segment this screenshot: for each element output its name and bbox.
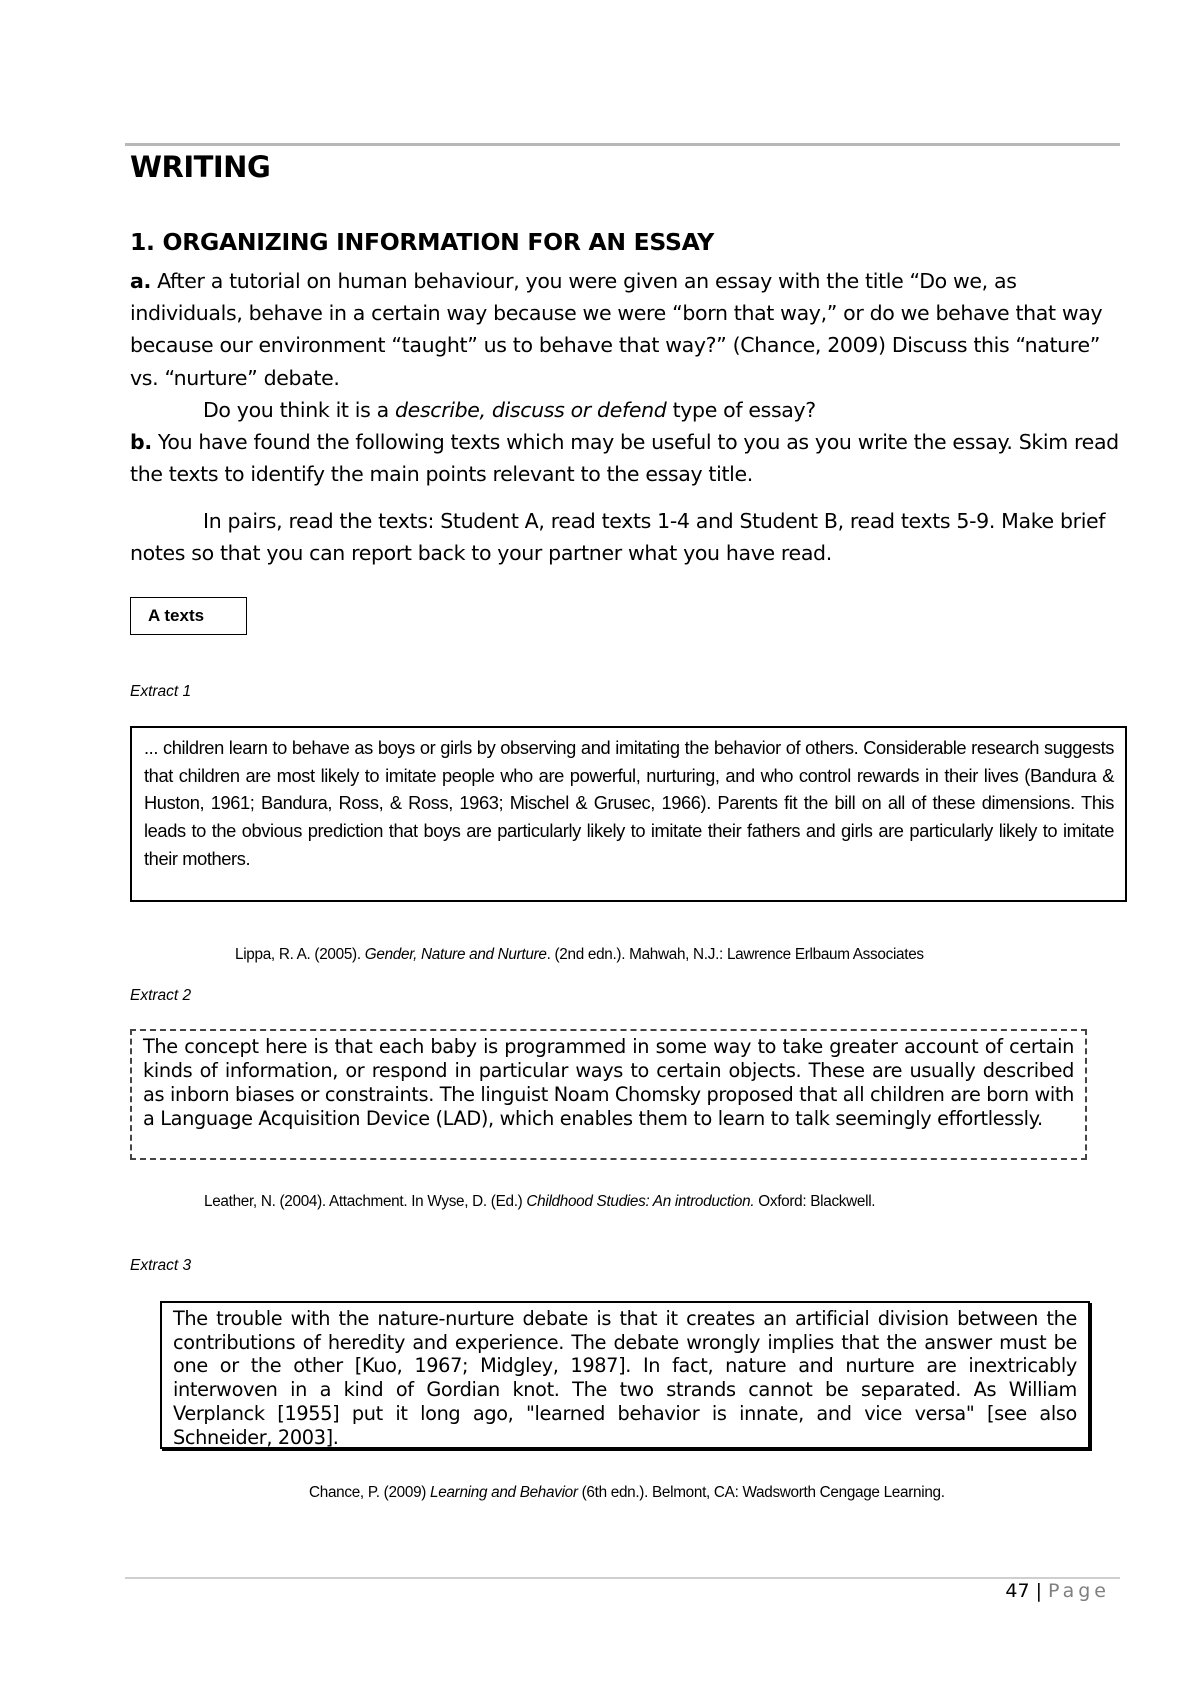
- part-a-marker: a.: [130, 269, 151, 293]
- extract-2-citation: [204, 1193, 875, 1211]
- citation-3-title: Learning and Behavior: [430, 1484, 578, 1501]
- citation-2-title: Childhood Studies: An introduction.: [526, 1193, 755, 1210]
- page-number: 47: [1005, 1580, 1030, 1602]
- essay-type-question: [203, 398, 816, 422]
- instructions-paragraph: [130, 265, 1120, 490]
- citation-1-author: Lippa, R. A. (2005).: [235, 946, 365, 963]
- page-title: WRITING: [130, 150, 271, 184]
- citation-2-author: Leather, N. (2004). Attachment. In Wyse, D. (Ed.): [204, 1193, 527, 1210]
- page-footer: [1005, 1580, 1110, 1602]
- extract-1-quote-box: ... children learn to behave as boys or girls by observing and imitating the behavior of others. Considerable research suggests that children are most likely to imitate people who are powerful, nurturing, and who control rewards in their lives (Bandura & Huston, 1961; Bandura, Ross, & Ross, 1963; Mischel & Grusec, 1966). Parents fit the bill on all of these dimensions. This leads to the obvious prediction that boys are particularly likely to imitate their fathers and girls are particularly likely to imitate their mothers.: [130, 726, 1127, 902]
- citation-1-title: Gender, Nature and Nurture: [364, 946, 547, 963]
- citation-1-publisher: . (2nd edn.). Mahwah, N.J.: Lawrence Erlbaum Associates: [546, 946, 924, 963]
- pairs-instruction: In pairs, read the texts: Student A, read texts 1-4 and Student B, read texts 5-9. Make brief notes so that you can report back to your partner what you have read.: [130, 509, 1106, 566]
- citation-3-author: Chance, P. (2009): [309, 1484, 431, 1501]
- extract-2-quote-box: The concept here is that each baby is programmed in some way to take greater account of certain kinds of information, or respond in particular ways to certain objects. These are usually described as inborn biases or constraints. The linguist Noam Chomsky proposed that all children are born with a Language Acquisition Device (LAD), which enables them to learn to talk seemingly effortlessly.: [130, 1029, 1087, 1160]
- citation-2-publisher: Oxford: Blackwell.: [754, 1193, 876, 1210]
- citation-3-publisher: (6th edn.). Belmont, CA: Wadsworth Cengage Learning.: [577, 1484, 945, 1501]
- extract-3-label: Extract 3: [130, 1257, 192, 1274]
- part-b-marker: b.: [130, 430, 152, 455]
- extract-1-label: Extract 1: [130, 683, 192, 700]
- part-a-text: After a tutorial on human behaviour, you were given an essay with the title “Do we, as individuals, behave in a certain way because we were “born that way,” or do we behave that way because our environment “taught” us to behave that way?” (Chance, 2009) Discuss this “nature” vs. “nurture” debate.: [130, 269, 1103, 390]
- section-heading: 1. ORGANIZING INFORMATION FOR AN ESSAY: [130, 228, 714, 256]
- extract-3-citation: [309, 1484, 945, 1502]
- essay-type-question-end: type of essay?: [666, 397, 816, 422]
- footer-separator: |: [1035, 1580, 1042, 1602]
- essay-type-question-start: Do you think it is a: [203, 397, 396, 422]
- essay-type-options: describe, discuss or defend: [395, 397, 667, 422]
- part-b-text: You have found the following texts which may be useful to you as you write the essay. Skim read the texts to identify the main points relevant to the essay title.: [130, 430, 1119, 487]
- a-texts-label-box: A texts: [130, 597, 247, 635]
- extract-3-quote-box: The trouble with the nature-nurture debate is that it creates an artificial division between the contributions of heredity and experience. The debate wrongly implies that the answer must be one or the other [Kuo, 1967; Midgley, 1987]. In fact, nature and nurture are inextricably interwoven in a kind of Gordian knot. The two strands cannot be separated. As William Verplanck [1955] put it long ago, "learned behavior is innate, and vice versa" [see also Schneider, 2003].: [160, 1301, 1090, 1449]
- extract-1-citation: [235, 946, 924, 964]
- header-rule: [125, 143, 1120, 146]
- page-word: Page: [1048, 1580, 1110, 1602]
- footer-rule: [125, 1577, 1120, 1579]
- extract-2-label: Extract 2: [130, 987, 192, 1004]
- pairs-instruction-paragraph: [130, 505, 1120, 569]
